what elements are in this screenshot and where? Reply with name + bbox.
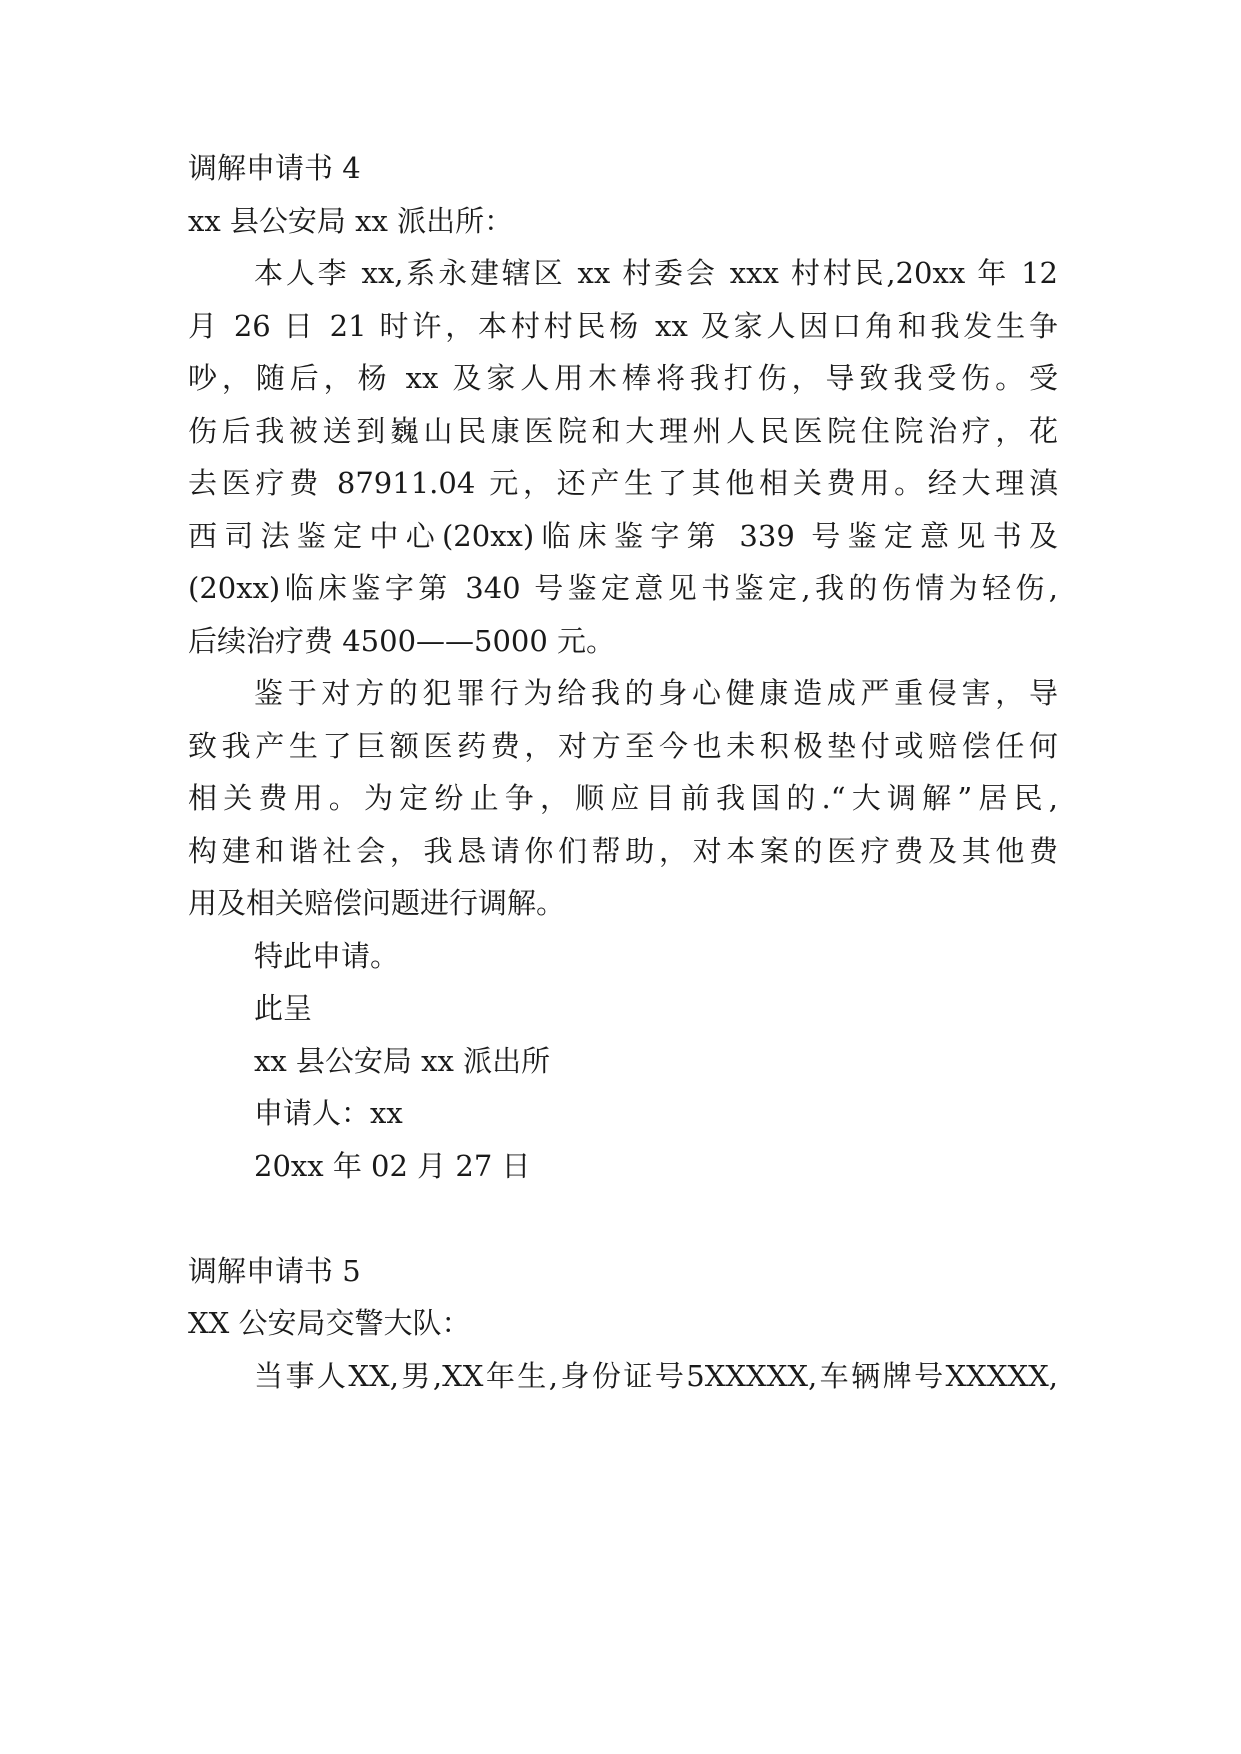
addressee: xx 县公安局 xx 派出所： xyxy=(188,204,514,238)
submit-to: 此呈 xyxy=(254,991,313,1025)
section-title: 调解申请书 4 xyxy=(188,151,361,185)
date: 20xx 年 02 月 27 日 xyxy=(254,1149,531,1183)
body-line: 后续治疗费 4500——5000 元。 xyxy=(188,624,616,658)
body-line: 月 26 日 21 时许，本村村民杨 xx 及家人因口角和我发生争 xyxy=(188,309,1058,343)
recipient: xx 县公安局 xx 派出所 xyxy=(254,1044,551,1078)
body-line: 相关费用。为定纷止争，顺应目前我国的.“大调解”居民, xyxy=(188,781,1058,815)
body-line: 当事人XX,男,XX年生,身份证号5XXXXX,车辆牌号XXXXX, xyxy=(254,1359,1058,1393)
body-line: 致我产生了巨额医药费，对方至今也未积极垫付或赔偿任何 xyxy=(188,729,1058,763)
closing-text: 特此申请。 xyxy=(254,939,400,973)
body-line: 鉴于对方的犯罪行为给我的身心健康造成严重侵害，导 xyxy=(254,676,1058,710)
body-line: 构建和谐社会，我恳请你们帮助，对本案的医疗费及其他费 xyxy=(188,834,1058,868)
body-line: 本人李 xx,系永建辖区 xx 村委会 xxx 村村民,20xx 年 12 xyxy=(254,256,1058,290)
addressee: XX 公安局交警大队： xyxy=(188,1306,471,1340)
applicant: 申请人：xx xyxy=(254,1096,403,1130)
body-line: 伤后我被送到巍山民康医院和大理州人民医院住院治疗，花 xyxy=(188,414,1058,448)
body-line: (20xx)临床鉴字第 340 号鉴定意见书鉴定,我的伤情为轻伤, xyxy=(188,571,1058,605)
body-line: 吵，随后，杨 xx 及家人用木棒将我打伤，导致我受伤。受 xyxy=(188,361,1058,395)
body-line: 去医疗费 87911.04 元，还产生了其他相关费用。经大理滇 xyxy=(188,466,1058,500)
section-title: 调解申请书 5 xyxy=(188,1254,361,1288)
body-line: 西司法鉴定中心(20xx)临床鉴字第 339 号鉴定意见书及 xyxy=(188,519,1058,553)
body-line: 用及相关赔偿问题进行调解。 xyxy=(188,886,566,920)
